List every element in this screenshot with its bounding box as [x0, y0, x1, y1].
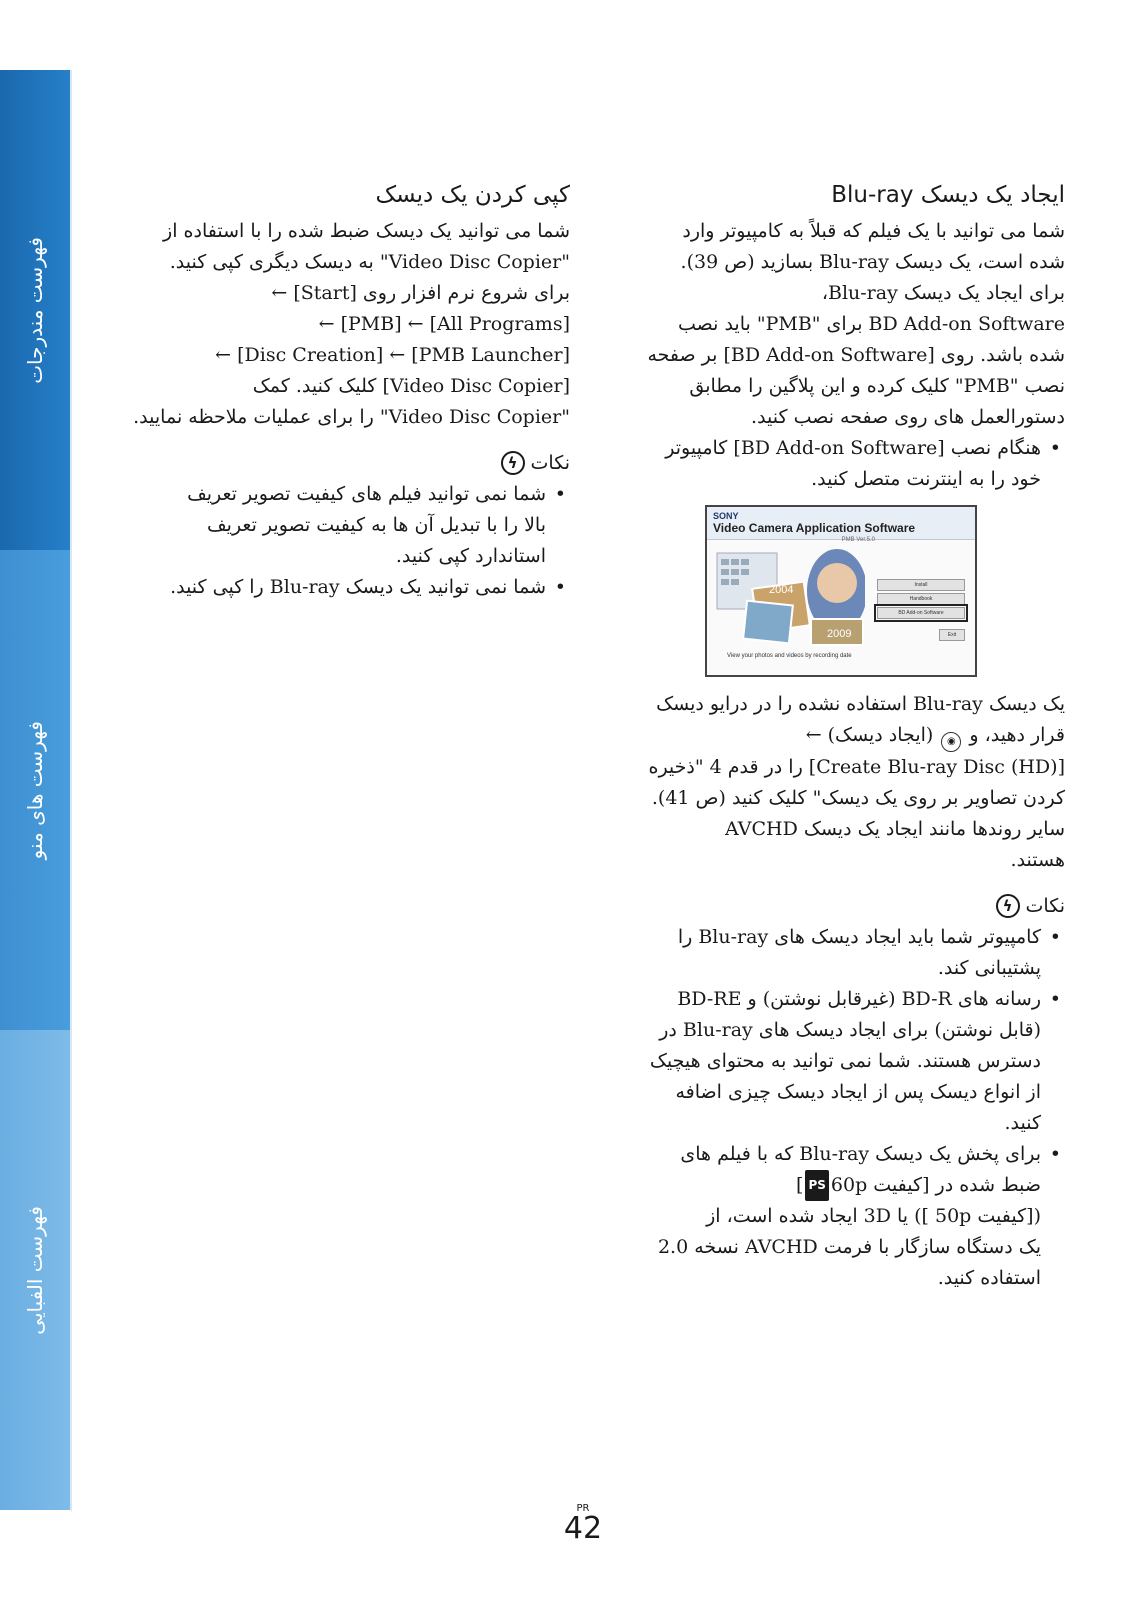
screenshot-caption: View your photos and videos by recording date	[727, 653, 852, 659]
after-paragraph	[625, 689, 1065, 876]
disc-icon: ◉	[941, 732, 961, 752]
text-line: • برای پخش یک دیسک Blu-ray که با فیلم های	[680, 1142, 1041, 1165]
tab-table-of-contents[interactable]	[0, 70, 72, 552]
notes-heading	[130, 451, 570, 475]
text-fragment: (ایجاد دیسک) ←	[805, 724, 934, 746]
section-title: کپی کردن یک دیسک	[375, 182, 570, 208]
page-number	[563, 1504, 603, 1544]
handbook-button[interactable]: Handbook	[877, 593, 965, 605]
text-line: [Create Blu-ray Disc (HD)] را در قدم 4 "ذخیره	[648, 755, 1065, 778]
list-item	[625, 922, 1065, 984]
text-line: "Video Disc Copier" را برای عملیات ملاحظه نمایید.	[133, 406, 570, 428]
text-line: یک دیسک Blu-ray استفاده نشده را در درایو دیسک	[656, 693, 1065, 715]
text-fragment: قرار دهید، و	[969, 724, 1065, 746]
list-item	[130, 479, 570, 572]
list-item	[625, 984, 1065, 1139]
text-line: "Video Disc Copier" به دیسک دیگری کپی کنید.	[169, 251, 570, 273]
text-line: • کامپیوتر شما باید ایجاد دیسک های Blu-ray را	[677, 925, 1041, 948]
bd-addon-software-button[interactable]: BD Add-on Software	[877, 607, 965, 619]
text-line: [Video Disc Copier] کلیک کنید. کمک	[252, 375, 570, 397]
text-line: از انواع دیسک پس از ایجاد دیسک چیزی اضافه	[675, 1080, 1041, 1103]
text-line	[625, 720, 1065, 752]
text-line: [PMB Launcher] ← [Disc Creation] ←	[215, 344, 570, 366]
section-title: ایجاد یک دیسک Blu-ray	[831, 182, 1065, 208]
text-line: شما می توانید با یک فیلم که قبلاً به کامپیوتر وارد	[682, 220, 1065, 242]
text-line: یک دستگاه سازگار با فرمت AVCHD نسخه 2.0	[657, 1235, 1041, 1258]
intro-paragraph	[130, 216, 570, 433]
text-fragment: ضبط شده در [کیفیت 60p	[830, 1173, 1041, 1196]
section-create-bluray	[625, 180, 1065, 1294]
tab-index[interactable]	[0, 1030, 72, 1512]
year-2009-label: 2009	[827, 628, 852, 640]
text-line: کردن تصاویر بر روی یک دیسک" کلیک کنید (ص 41).	[651, 786, 1065, 809]
text-line: شده است، یک دیسک Blu-ray بسازید (ص 39).	[680, 251, 1065, 273]
text-line: دسترس هستند. شما نمی توانید به محتوای هیچیک	[649, 1049, 1041, 1072]
exit-button[interactable]: Exit	[939, 629, 965, 641]
text-line: ضبط شده در [کیفیت 60pPS]	[625, 1170, 1041, 1201]
ps-badge-icon: PS	[805, 1170, 828, 1201]
notes-heading	[625, 894, 1065, 918]
page-number-value: 42	[563, 1511, 603, 1546]
text-line: استفاده کنید.	[937, 1266, 1041, 1289]
text-line: شده باشد. روی [BD Add-on Software] بر صفحه	[647, 344, 1065, 366]
notes-list	[130, 479, 570, 603]
text-line: پشتیبانی کند.	[937, 956, 1041, 979]
text-fragment: ([کیفیت 50p ]) یا 3D ایجاد شده است، از	[706, 1204, 1041, 1227]
tab-menu-list[interactable]	[0, 550, 72, 1032]
text-line: کنید.	[1004, 1111, 1041, 1134]
product-name: Video Camera Application Software	[713, 521, 916, 535]
text-line: بالا را با تبدیل آن ها به کیفیت تصویر تعریف	[206, 514, 546, 536]
side-navigation	[0, 70, 70, 1520]
text-line: برای ایجاد یک دیسک Blu-ray،	[821, 282, 1065, 304]
text-line: (قابل نوشتن) برای ایجاد دیسک های Blu-ray در	[659, 1018, 1041, 1041]
tab-label: فهرست الفبایی	[23, 1205, 47, 1335]
text-line	[625, 1201, 1041, 1232]
text-line: • شما نمی توانید فیلم های کیفیت تصویر تعریف	[187, 483, 546, 505]
notes-list	[625, 922, 1065, 1294]
install-note	[625, 433, 1065, 495]
notes-title: نکات	[1025, 894, 1065, 917]
text-line: دستورالعمل های روی صفحه نصب کنید.	[751, 406, 1065, 428]
text-line: برای شروع نرم افزار روی [Start] ←	[271, 282, 570, 304]
text-line: استاندارد کپی کنید.	[395, 545, 546, 567]
list-item	[130, 572, 570, 603]
text-line: • شما نمی توانید یک دیسک Blu-ray را کپی کنید.	[170, 576, 546, 598]
tab-label: فهرست مندرجات	[23, 236, 47, 384]
list-item	[625, 433, 1065, 495]
screenshot-header	[707, 507, 975, 540]
tab-label: فهرست های منو	[23, 720, 47, 860]
text-line: شما می توانید یک دیسک ضبط شده را با استفاده از	[163, 220, 570, 242]
year-2004-label: 2004	[769, 584, 794, 596]
lightning-icon: ϟ	[996, 894, 1020, 918]
lightning-icon: ϟ	[501, 451, 525, 475]
text-line: هستند.	[1010, 848, 1065, 871]
list-item	[625, 1139, 1065, 1294]
text-line: • هنگام نصب [BD Add-on Software] کامپیوتر	[665, 437, 1041, 459]
brand-logo: SONY	[713, 511, 739, 521]
install-button[interactable]: Install	[877, 579, 965, 591]
text-line: سایر روندها مانند ایجاد یک دیسک AVCHD	[724, 817, 1065, 840]
text-line: نصب "PMB" کلیک کرده و این پلاگین را مطابق	[689, 375, 1065, 397]
intro-paragraph	[625, 216, 1065, 433]
photo-collage-image	[715, 545, 865, 649]
version-label: PMB Ver.5.0	[841, 537, 875, 543]
notes-title: نکات	[530, 452, 570, 474]
language-code: PR	[576, 1503, 590, 1514]
text-line: BD Add-on Software برای "PMB" باید نصب	[678, 313, 1065, 335]
text-line: [All Programs] ← [PMB] ←	[318, 313, 570, 335]
section-copy-disc	[130, 180, 570, 603]
pmb-installer-screenshot	[705, 505, 977, 677]
text-line: • رسانه های BD-R (غیرقابل نوشتن) و BD-RE	[677, 987, 1041, 1010]
text-line: خود را به اینترنت متصل کنید.	[811, 468, 1041, 490]
